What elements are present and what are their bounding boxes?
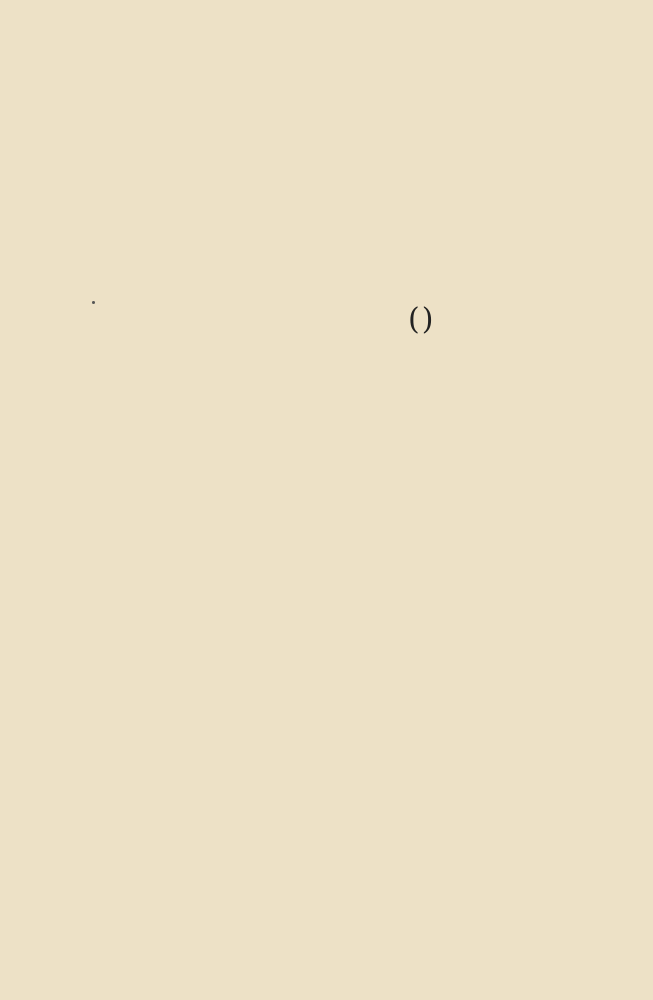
open-paren: ( (408, 302, 420, 337)
section-note (408, 301, 433, 339)
stray-ink-mark (92, 301, 95, 304)
close-paren: ) (421, 302, 434, 337)
